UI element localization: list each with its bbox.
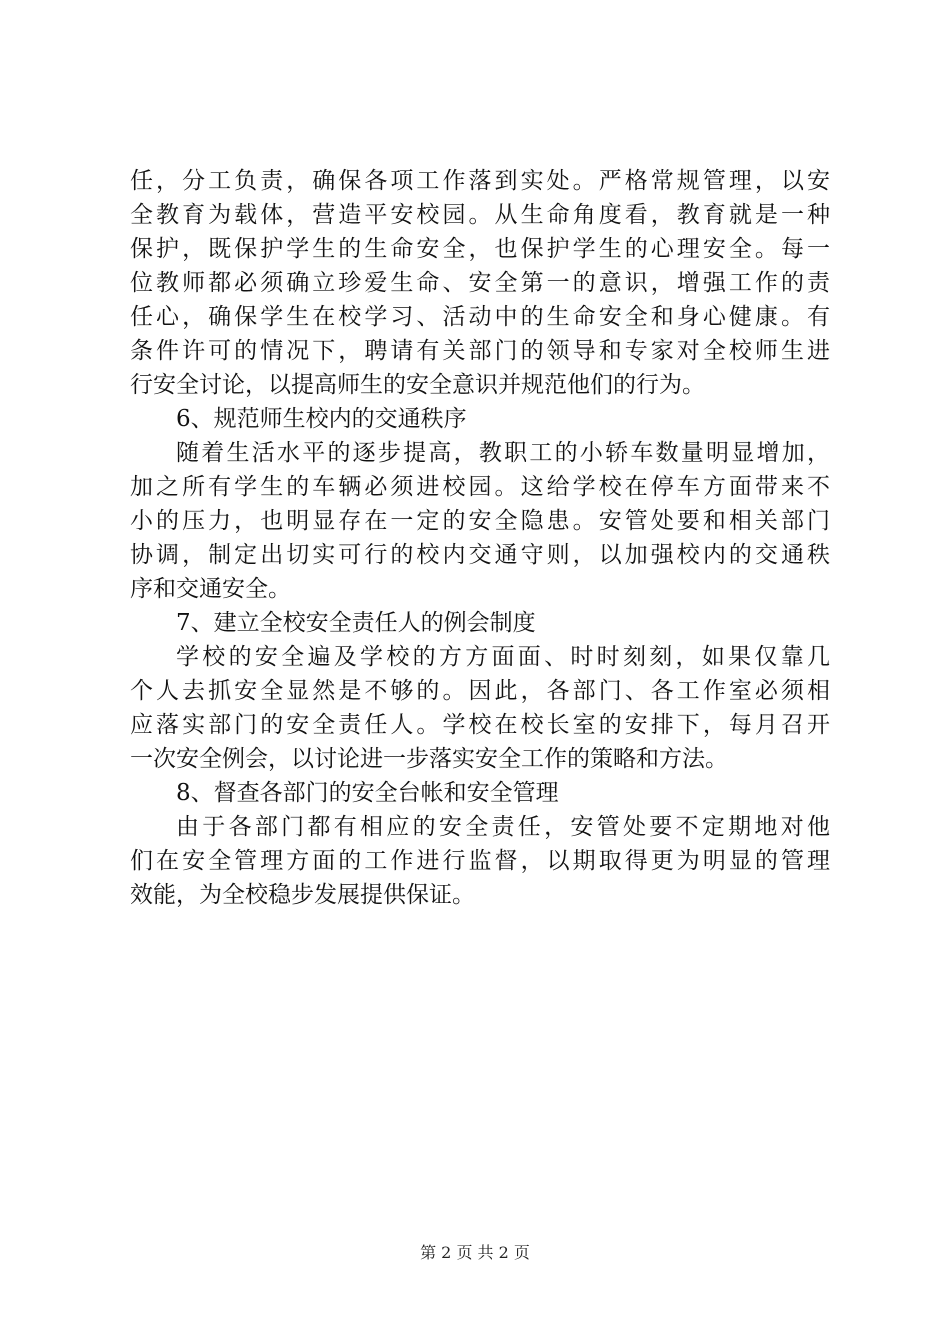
paragraph-line: 全教育为载体，营造平安校园。从生命角度看，教育就是一种 — [130, 202, 830, 228]
paragraph-line: 任，分工负责，确保各项工作落到实处。严格常规管理，以安 — [130, 168, 830, 194]
paragraph-line: 应落实部门的安全责任人。学校在校长室的安排下，每月召开 — [130, 712, 830, 738]
paragraph-line: 们在安全管理方面的工作进行监督，以期取得更为明显的管理 — [130, 848, 830, 874]
paragraph-line: 行安全讨论，以提高师生的安全意识并规范他们的行为。 — [130, 372, 705, 398]
section-heading: 8、督查各部门的安全台帐和安全管理 — [176, 780, 559, 806]
paragraph-line: 加之所有学生的车辆必须进校园。这给学校在停车方面带来不 — [130, 474, 830, 500]
paragraph-line: 保护，既保护学生的生命安全，也保护学生的心理安全。每一 — [130, 236, 830, 262]
section-heading: 7、建立全校安全责任人的例会制度 — [176, 610, 536, 636]
paragraph-line: 位教师都必须确立珍爱生命、安全第一的意识，增强工作的责 — [130, 270, 830, 296]
paragraph-line: 随着生活水平的逐步提高，教职工的小轿车数量明显增加， — [176, 440, 830, 466]
page-footer: 第 2 页 共 2 页 — [420, 1243, 530, 1262]
section-heading: 6、规范师生校内的交通秩序 — [176, 406, 467, 432]
document-body — [130, 164, 830, 912]
paragraph-line: 个人去抓安全显然是不够的。因此，各部门、各工作室必须相 — [130, 678, 830, 704]
paragraph-line: 一次安全例会，以讨论进一步落实安全工作的策略和方法。 — [130, 746, 728, 772]
paragraph-line: 序和交通安全。 — [130, 576, 291, 602]
paragraph-line: 协调，制定出切实可行的校内交通守则，以加强校内的交通秩 — [130, 542, 830, 568]
paragraph-line: 效能，为全校稳步发展提供保证。 — [130, 882, 475, 908]
paragraph-line: 由于各部门都有相应的安全责任，安管处要不定期地对他 — [176, 814, 830, 840]
paragraph-line: 小的压力，也明显存在一定的安全隐患。安管处要和相关部门 — [130, 508, 830, 534]
paragraph-line: 条件许可的情况下，聘请有关部门的领导和专家对全校师生进 — [130, 338, 830, 364]
paragraph-line: 学校的安全遍及学校的方方面面、时时刻刻，如果仅靠几 — [176, 644, 830, 670]
paragraph-line: 任心，确保学生在校学习、活动中的生命安全和身心健康。有 — [130, 304, 830, 330]
